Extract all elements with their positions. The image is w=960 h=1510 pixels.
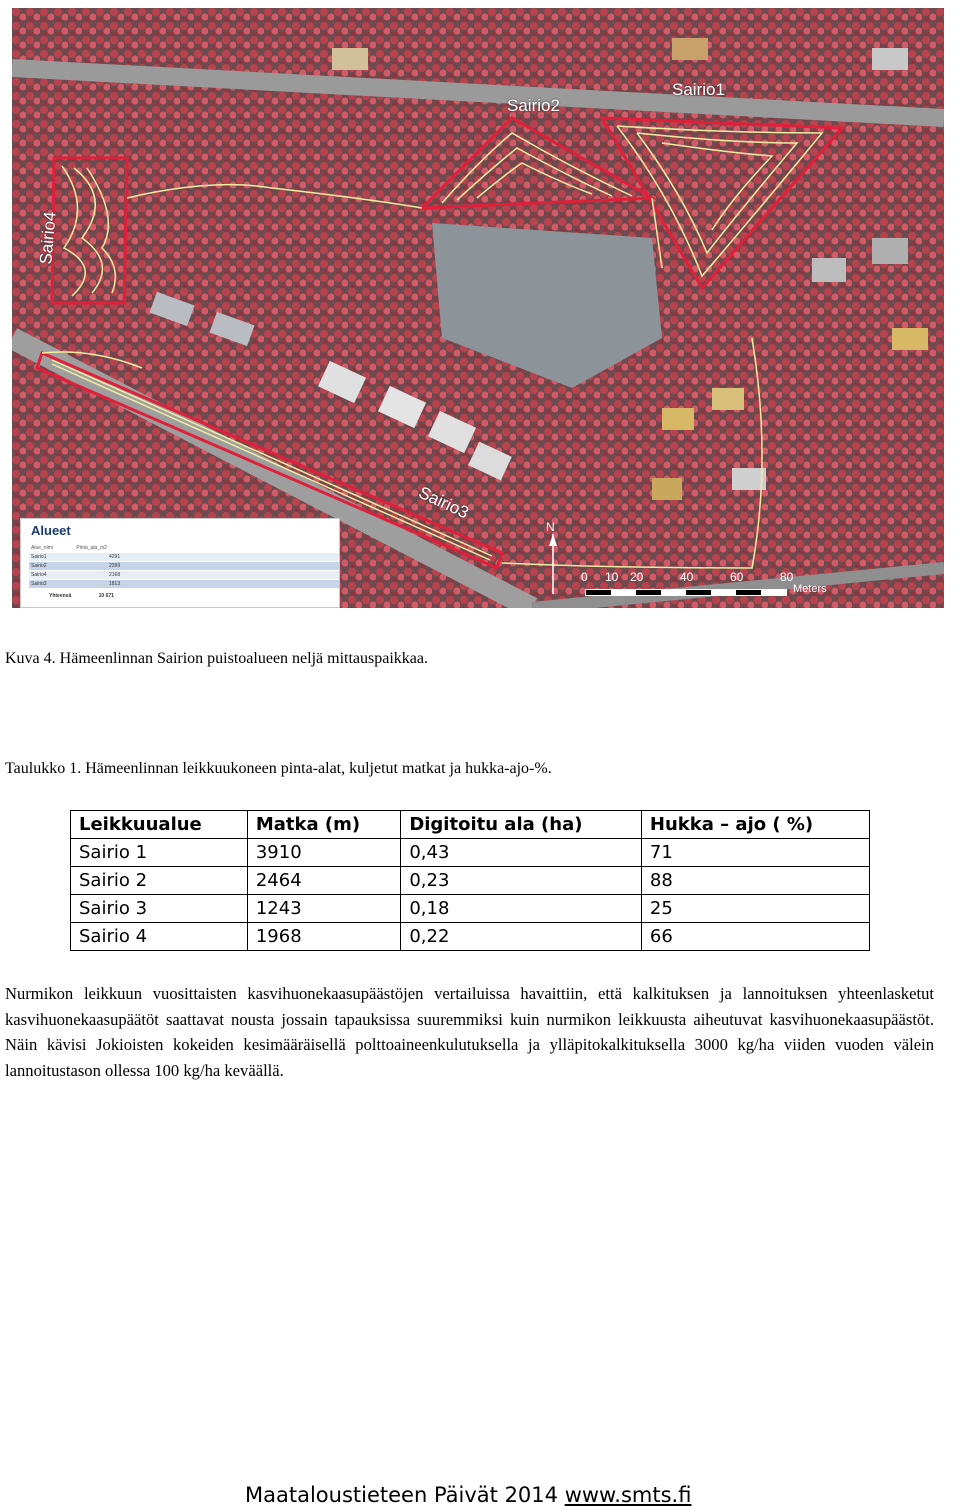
table-cell: 0,22 <box>401 923 642 951</box>
table-cell: 66 <box>641 923 869 951</box>
table-cell: 1968 <box>247 923 400 951</box>
legend-row-value: 2168 <box>109 572 121 578</box>
legend-total-value: 10 671 <box>98 593 114 599</box>
legend-header <box>31 545 107 551</box>
legend-header-name: Alue_nimi <box>31 545 53 551</box>
legend-row-name: Sairio4 <box>31 572 47 578</box>
footer <box>245 1483 691 1507</box>
legend-row <box>29 580 339 588</box>
map-label-sairio1: Sairio1 <box>672 80 725 99</box>
table-cell: 3910 <box>247 839 400 867</box>
legend-row-name: Sairio2 <box>31 563 47 569</box>
legend-row <box>29 562 339 570</box>
figure-caption: Kuva 4. Hämeenlinnan Sairion puistoalueen neljä mittauspaikkaa. <box>5 650 428 667</box>
legend-row-value: 4291 <box>109 554 121 560</box>
table-row <box>71 923 870 951</box>
north-label: N <box>546 520 555 534</box>
body-paragraph: Nurmikon leikkuun vuosittaisten kasvihuonekaasupäästöjen vertailuissa havaittiin, että kalkituksen ja lannoituksen yhteenlasketut kasvihuonekaasupäätöt saattavat nousta jossain tapauksissa suuremmiksi kuin nurmikon leikkuusta aiheutuvat kasvihuonekaasupäästöt. Näin kävisi Jokioisten kokeiden kesimääräisellä polttoaineenkulutuksella ja ylläpitokalkituksella 3000 kg/ha viiden vuoden välein lannoitustason ollessa 100 kg/ha keväällä. <box>5 984 934 1080</box>
north-arrow-icon <box>546 534 560 594</box>
table-row <box>71 867 870 895</box>
results-table <box>70 810 870 951</box>
footer-text: Maataloustieteen Päivät 2014 <box>245 1483 565 1507</box>
table-cell: 0,23 <box>401 867 642 895</box>
table-header-cell: Leikkuualue <box>71 811 248 839</box>
legend-total-label: Yhteensä <box>49 593 72 599</box>
north-arrow <box>546 520 560 594</box>
scale-bar <box>575 565 855 605</box>
table-row <box>71 839 870 867</box>
table-cell: 88 <box>641 867 869 895</box>
legend-total <box>49 593 114 599</box>
map-label-sairio3: Sairio3 <box>415 482 472 523</box>
legend-title: Alueet <box>31 523 71 538</box>
legend-row-name: Sairio1 <box>31 554 47 560</box>
scale-unit: Meters <box>793 583 827 595</box>
table-cell: 0,18 <box>401 895 642 923</box>
legend-header-area: Pinta_ala_m2 <box>76 545 107 551</box>
table-cell: 0,43 <box>401 839 642 867</box>
scale-tick: 10 <box>605 570 619 584</box>
map-label-sairio4: Sairio4 <box>36 210 60 266</box>
legend-row <box>29 553 339 561</box>
scale-tick: 40 <box>680 570 694 584</box>
table-cell: 1243 <box>247 895 400 923</box>
scale-tick: 60 <box>730 570 744 584</box>
legend-row-value: 1813 <box>109 581 121 587</box>
scale-tick: 0 <box>581 570 588 584</box>
table-header-cell: Matka (m) <box>247 811 400 839</box>
aerial-map <box>12 8 944 608</box>
legend-row-name: Sairio3 <box>31 581 47 587</box>
table-cell: Sairio 4 <box>71 923 248 951</box>
map-legend <box>20 518 340 608</box>
table-cell: 2464 <box>247 867 400 895</box>
table-cell: 71 <box>641 839 869 867</box>
scale-tick: 20 <box>630 570 644 584</box>
scale-tick: 80 <box>780 570 794 584</box>
table-header-cell: Hukka – ajo ( %) <box>641 811 869 839</box>
table-cell: Sairio 2 <box>71 867 248 895</box>
legend-row <box>29 571 339 579</box>
table-header-cell: Digitoitu ala (ha) <box>401 811 642 839</box>
table-cell: 25 <box>641 895 869 923</box>
table-header-row <box>71 811 870 839</box>
table-cell: Sairio 1 <box>71 839 248 867</box>
scale-bar-graphic <box>585 589 787 596</box>
legend-row-value: 2399 <box>109 563 121 569</box>
table-row <box>71 895 870 923</box>
table-title: Taulukko 1. Hämeenlinnan leikkuukoneen pinta-alat, kuljetut matkat ja hukka-ajo-%. <box>5 760 552 777</box>
footer-link[interactable]: www.smts.fi <box>564 1483 692 1507</box>
table-cell: Sairio 3 <box>71 895 248 923</box>
map-label-sairio2: Sairio2 <box>507 96 560 115</box>
